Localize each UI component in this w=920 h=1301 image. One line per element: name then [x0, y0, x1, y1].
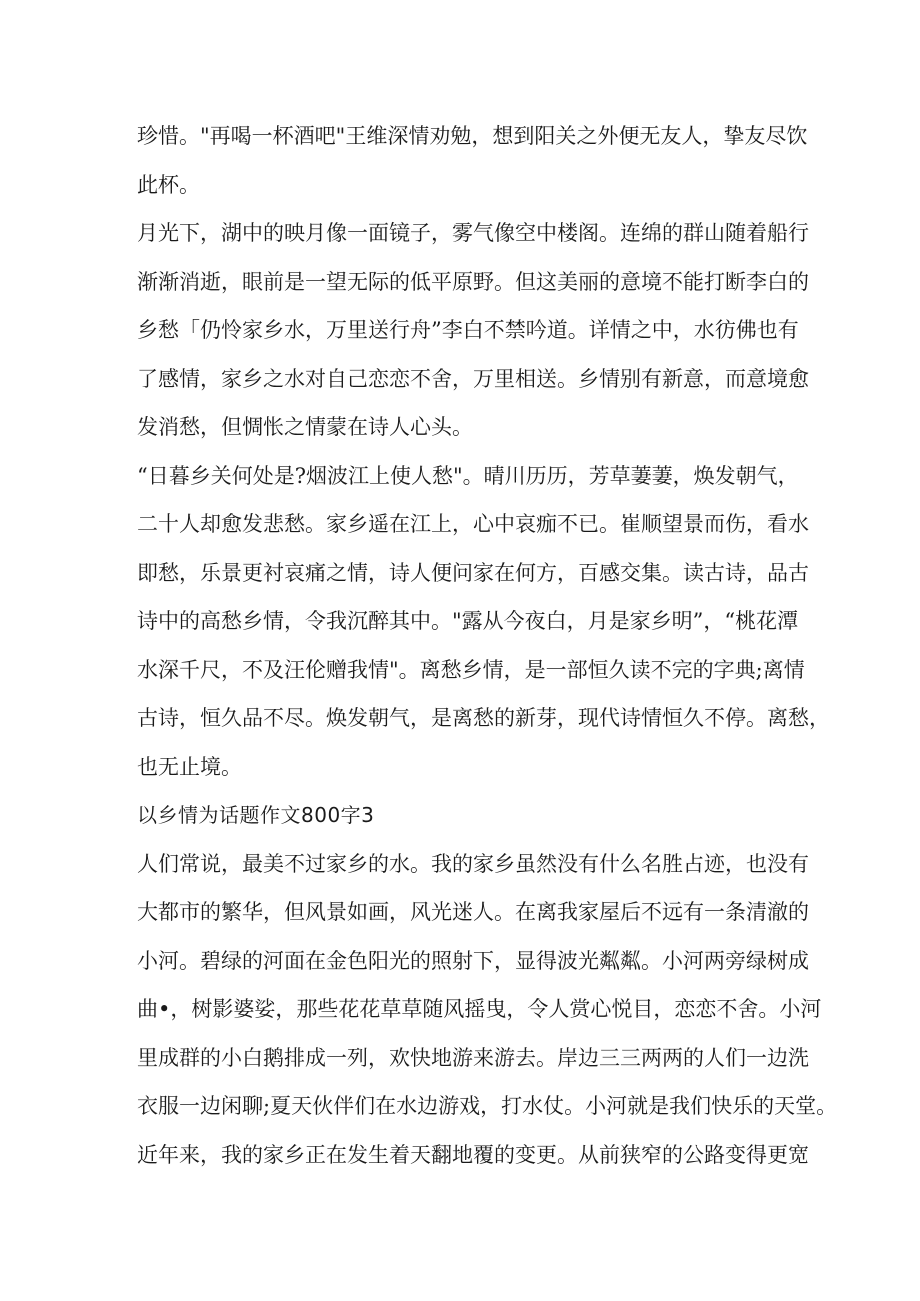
text-line: 人们常说，最美不过家乡的水。我的家乡虽然没有什么名胜占迹，也没有 — [137, 851, 809, 876]
text-line: “日暮乡关何处是?烟波江上使人愁"。晴川历历，芳草萋萋，焕发朝气， — [137, 463, 799, 488]
text-line: 也无止境。 — [137, 754, 242, 779]
text-line: 小河。碧绿的河面在金色阳光的照射下，显得波光粼粼。小河两旁绿树成 — [137, 948, 809, 973]
text-line: 二十人却愈发悲愁。家乡遥在江上，心中哀痂不已。崔顺望景而伤，看水 — [137, 512, 809, 536]
text-line: 诗中的高愁乡情，令我沉醉其中。"露从今夜白，月是家乡明”，“桃花潭 — [137, 609, 799, 633]
text-line: 大都市的繁华，但风景如画，风光迷人。在离我家屋后不远有一条清澈的 — [137, 900, 809, 924]
text-line: 近年来，我的家乡正在发生着天翻地覆的变更。从前狭窄的公路变得更宽 — [137, 1142, 809, 1167]
text-line: 即愁，乐景更衬哀痛之情，诗人便问家在何方，百感交集。读古诗，品古 — [137, 560, 809, 585]
text-line: 水深千尺，不及汪伦赠我情"。离愁乡情，是一部恒久读不完的字典;离情 — [137, 657, 805, 682]
text-line: 里成群的小白鹅排成一列，欢快地游来游去。岸边三三两两的人们一边洗 — [137, 1045, 809, 1070]
text-line: 发消愁，但惆怅之情蒙在诗人心头。 — [137, 415, 473, 439]
text-line: 古诗，恒久品不尽。焕发朝气，是离愁的新芽，现代诗情恒久不停。离愁， — [137, 706, 830, 730]
text-line: 此杯。 — [137, 172, 200, 197]
text-line: 衣服一边闲聊;夏天伙伴们在水边游戏，打水仗。小河就是我们快乐的天堂。 — [137, 1094, 838, 1118]
text-line: 曲•，树影婆娑，那些花花草草随风摇曳，令人赏心悦目，恋恋不舍。小河 — [137, 997, 822, 1021]
section-heading: 以乡情为话题作文800字3 — [137, 803, 375, 827]
text-line: 渐渐消逝，眼前是一望无际的低平原野。但这美丽的意境不能打断李白的 — [137, 269, 809, 294]
text-line: 月光下，湖中的映月像一面镜子，雾气像空中楼阁。连绵的群山随着船行 — [137, 221, 809, 245]
text-line: 了感情，家乡之水对自己恋恋不舍，万里相送。乡情别有新意，而意境愈 — [137, 366, 809, 391]
text-line: 珍惜。"再喝一杯酒吧"王维深情劝勉，想到阳关之外便无友人，挚友尽饮 — [137, 124, 808, 148]
document-body — [137, 112, 838, 1179]
text-line: 乡愁「仍怜家乡水，万里送行舟”李白不禁吟道。详情之中，水彷佛也有 — [137, 318, 799, 342]
